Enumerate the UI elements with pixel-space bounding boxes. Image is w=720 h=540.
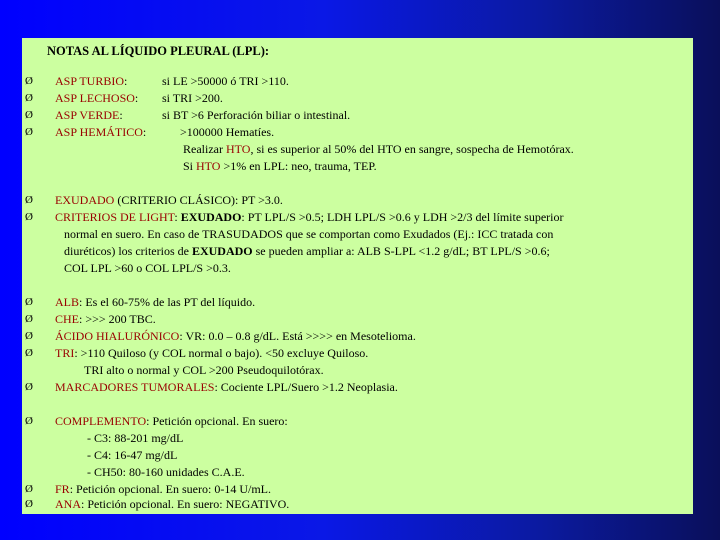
bullet-icon: Ø [25,381,33,393]
continuation-line: - C4: 16-47 mg/dL [87,448,178,462]
bullet-icon: Ø [25,415,33,427]
bullet-icon: Ø [25,483,33,495]
page-title: NOTAS AL LÍQUIDO PLEURAL (LPL): [47,44,270,58]
item-label: CRITERIOS DE LIGHT [55,210,175,224]
bullet-icon: Ø [25,92,33,104]
item-text: si LE >50000 ó TRI >110. [162,74,289,88]
item-label: ASP LECHOSO [55,91,135,105]
continuation-line: - CH50: 80-160 unidades C.A.E. [87,465,245,479]
continuation-line: TRI alto o normal y COL >200 Pseudoquilotórax. [84,363,324,377]
bullet-icon: Ø [25,194,33,206]
continuation-line: Realizar HTO, si es superior al 50% del HTO en sangre, sospecha de Hemotórax. [183,142,574,156]
item-label: ASP HEMÁTICO [55,125,143,139]
notes-panel [22,38,693,514]
bullet-icon: Ø [25,296,33,308]
item-label: COMPLEMENTO [55,414,147,428]
continuation-line: COL LPL >60 o COL LPL/S >0.3. [64,261,231,275]
bullet-icon: Ø [25,347,33,359]
item-label: TRI [55,346,75,360]
continuation-line: - C3: 88-201 mg/dL [87,431,184,445]
item-label: ÁCIDO HIALURÓNICO [55,329,180,343]
item-label: EXUDADO [55,193,115,207]
bullet-icon: Ø [25,211,33,223]
item-label: MARCADORES TUMORALES [55,380,215,394]
continuation-line: normal en suero. En caso de TRASUDADOS que se comportan como Exudados (Ej.: ICC tratada con [64,227,554,241]
continuation-line: Si HTO >1% en LPL: neo, trauma, TEP. [183,159,377,173]
bullet-icon: Ø [25,330,33,342]
item-text: si BT >6 Perforación biliar o intestinal. [162,108,351,122]
bullet-icon: Ø [25,75,33,87]
continuation-line: diuréticos) los criterios de EXUDADO se pueden ampliar a: ALB S-LPL <1.2 g/dL; BT LPL/S >0.6; [64,244,550,258]
bullet-icon: Ø [25,109,33,121]
item-label: ASP TURBIO [55,74,125,88]
bullet-icon: Ø [25,498,33,510]
bullet-icon: Ø [25,313,33,325]
item-label: ASP VERDE [55,108,120,122]
item-label: FR [55,482,70,496]
item-label: ANA [55,497,81,511]
item-text: >100000 Hematíes. [180,125,275,139]
notes-text: NOTAS AL LÍQUIDO PLEURAL (LPL): Ø ASP TURBIO: si LE >50000 ó TRI >110. Ø ASP LECHOSO: si TRI >200. Ø ASP VERDE: si BT >6 Perforación biliar o intestinal. Ø ASP HEMÁTICO: >100000 Hematíes. Realizar HTO, si es superior al 50% del HTO en sangre, sospecha de Hemotórax. Si HTO >1% en LPL: neo, trauma, TEP. Ø EXUDADO (CRITERIO CLÁSICO): PT >3.0. Ø CRITERIOS DE LIGHT: EXUDADO: PT LPL/S >0.5; LDH LPL/S >0.6 y LDH >2/3 del límite superior normal en suero. En caso de TRASUDADOS que se comportan como Exudados (Ej.: ICC tratada con diuréticos) los criterios de EXUDADO se pueden ampliar a: ALB S-LPL <1.2 g/dL; BT LPL/S >0.6; COL LPL >60 o COL LPL/S >0.3. Ø ALB: Es el 60-75% de las PT del líquido. Ø CHE: >>> 200 TBC. Ø ÁCIDO HIALURÓNICO: VR: 0.0 – 0.8 g/dL. Está >>>> en Mesotelioma. Ø TRI: >110 Quiloso (y COL normal o bajo). <50 excluye Quiloso. TRI alto o normal y COL >200 Pseudoquilotórax. Ø MARCADORES TUMORALES: Cociente LPL/Suero >1.2 Neoplasia. Ø COMPLEMENTO: Petición opcional. En suero: - C3: 88-201 mg/dL - C4: 16-47 mg/dL - CH50: 80-160 unidades C.A.E. Ø FR: Petición opcional. En suero: 0-14 U/mL. Ø ANA: Petición opcional. En suero: NEGATIVO. [22,38,693,514]
item-label: CHE [55,312,79,326]
item-label: ALB [55,295,79,309]
bullet-icon: Ø [25,126,33,138]
item-text: si TRI >200. [162,91,223,105]
